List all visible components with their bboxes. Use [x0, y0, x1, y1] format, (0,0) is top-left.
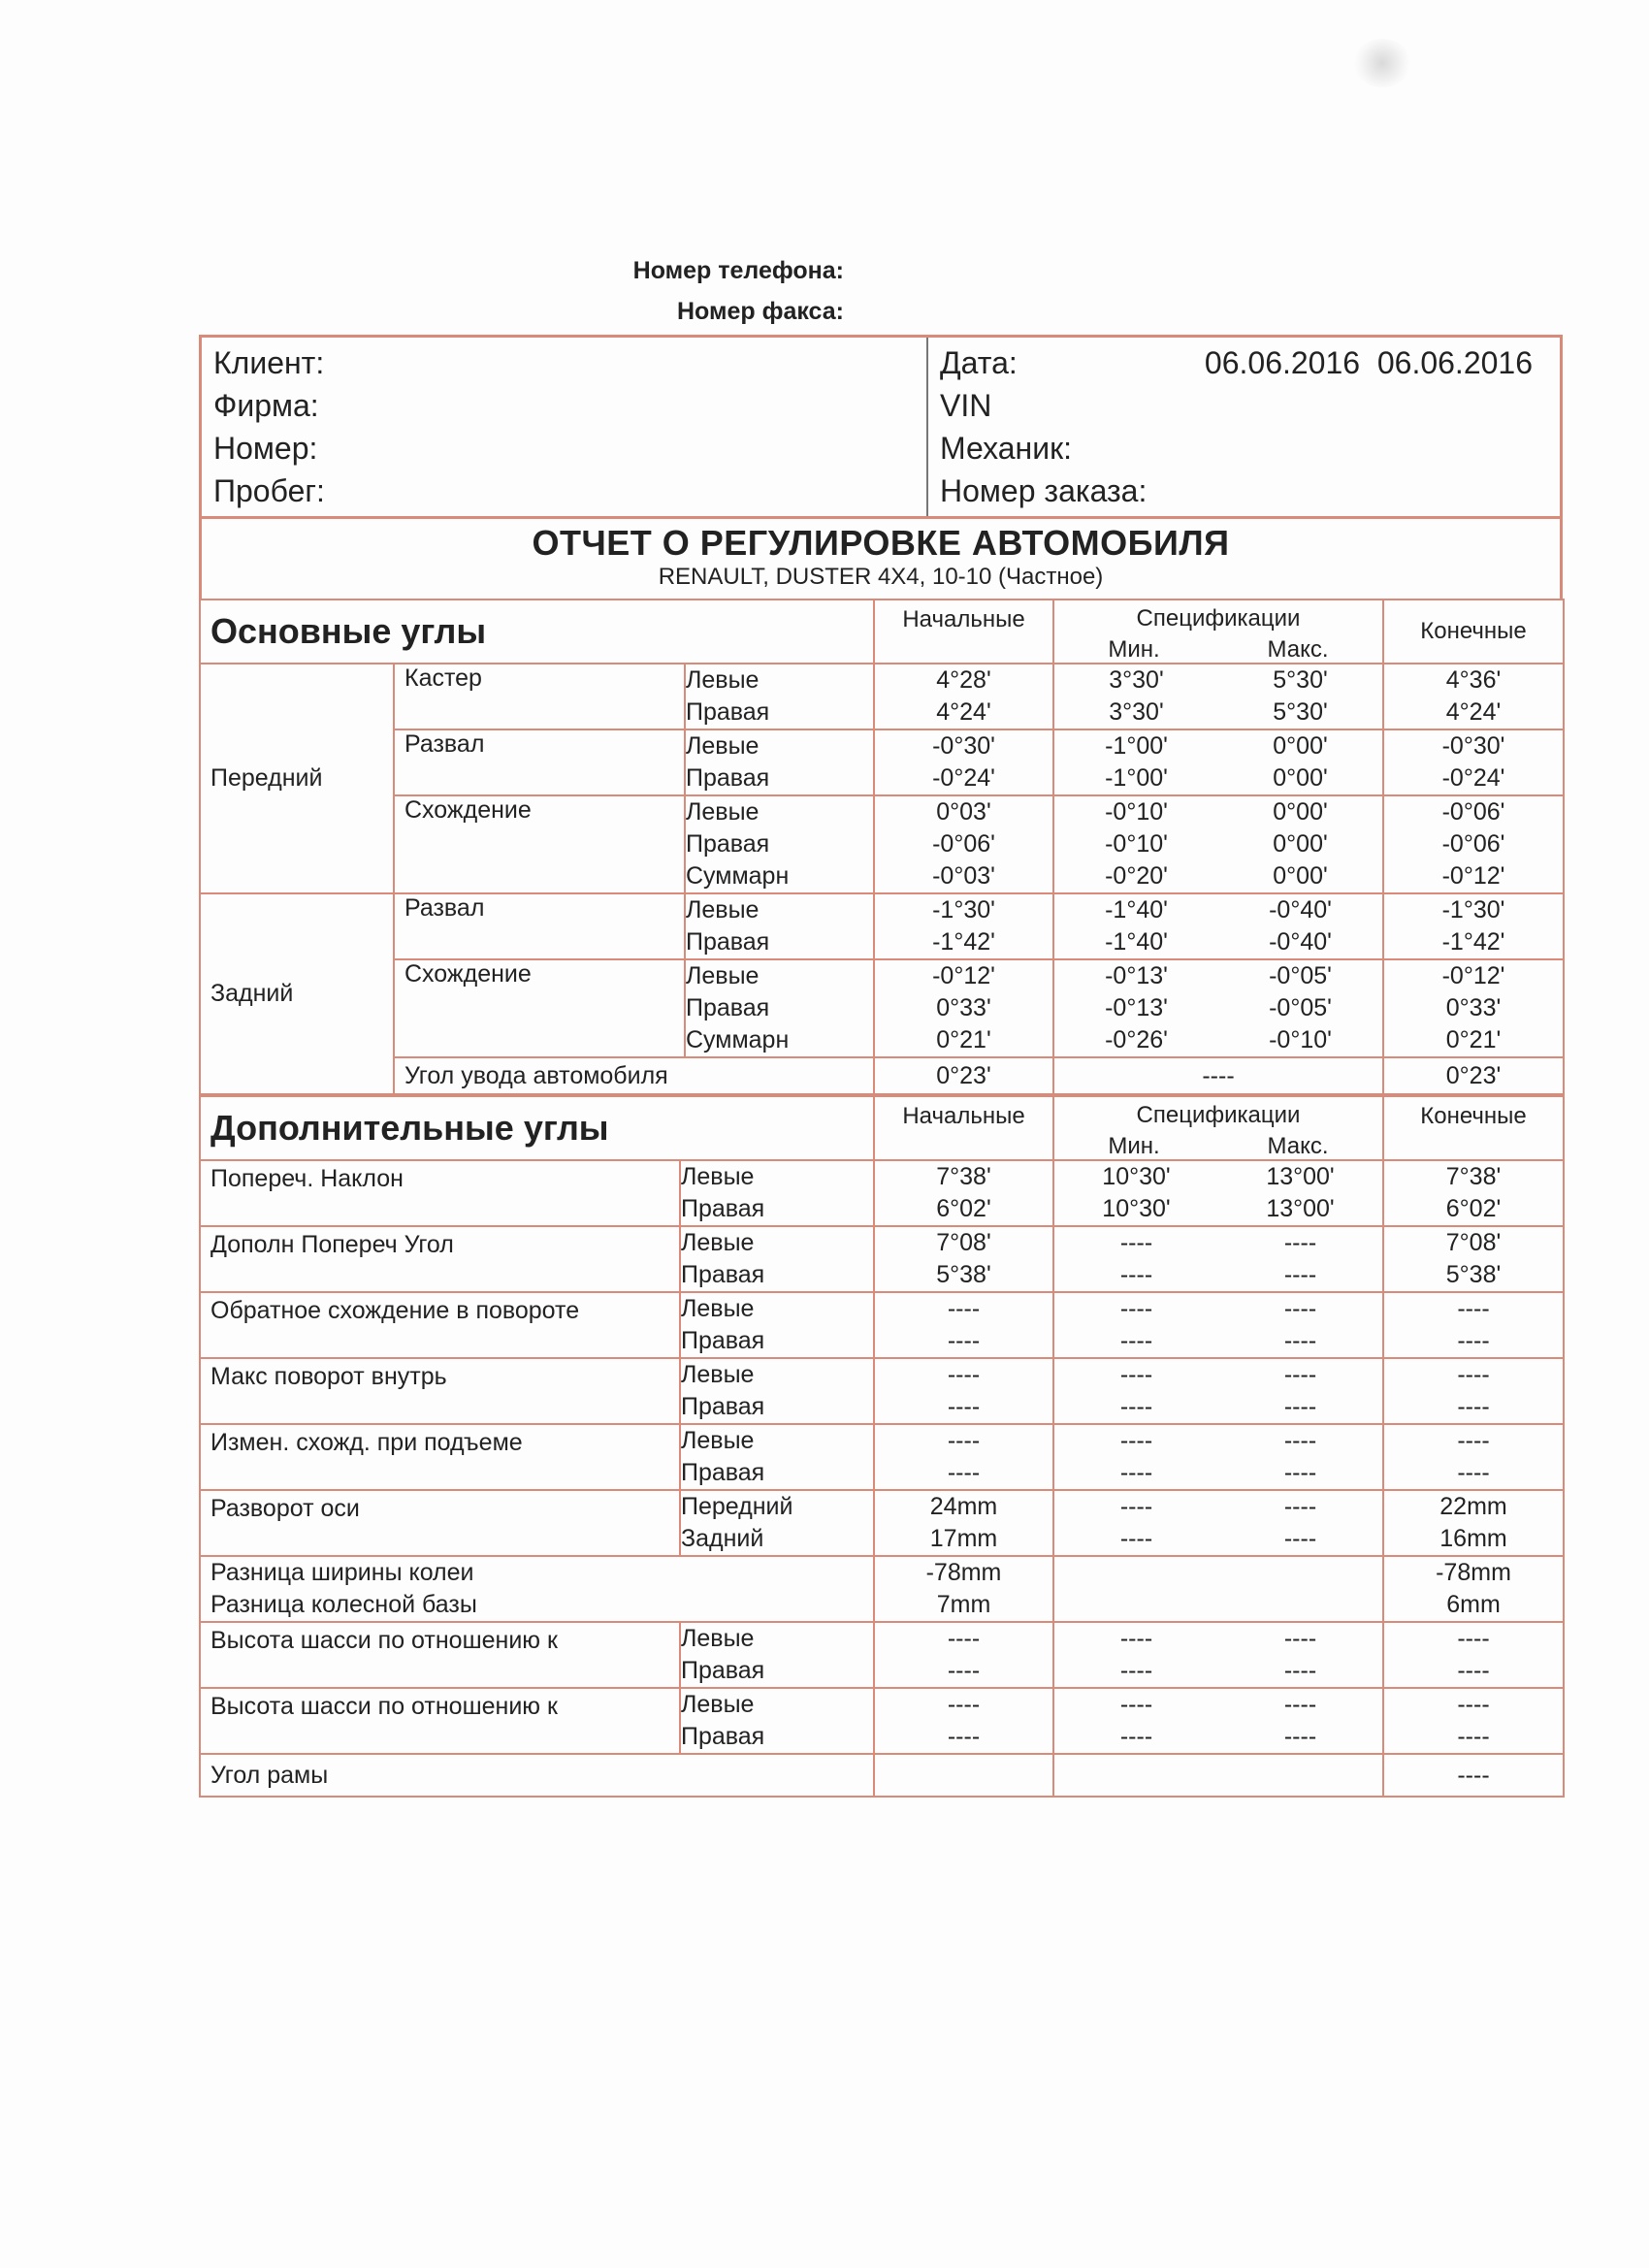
alignment-report: [199, 335, 1563, 1798]
value-cell: ----: [1119, 1691, 1153, 1718]
phone-label: Номер телефона:: [632, 257, 844, 284]
side-label: Левые: [681, 1163, 755, 1190]
thrust-label: Угол увода автомобиля: [394, 1057, 874, 1094]
value-cell: -78mm: [1436, 1559, 1511, 1586]
side-label: Левые: [686, 962, 760, 989]
min-header: Мин.: [1108, 1133, 1160, 1159]
value-cell: ----: [947, 1459, 981, 1486]
date-value-2: 06.06.2016: [1376, 345, 1533, 380]
value-cell: -0°12': [1441, 862, 1505, 890]
max-header: Макс.: [1267, 636, 1329, 663]
value-cell: ----: [1053, 1057, 1383, 1094]
value-cell: 0°03': [936, 798, 991, 826]
front-camber-label: Развал: [394, 729, 685, 795]
final-header: Конечные: [1383, 1096, 1564, 1160]
value-cell: ----: [1457, 1327, 1490, 1354]
value-cell: ----: [1457, 1625, 1490, 1652]
row-label: Макс поворот внутрь: [200, 1358, 680, 1424]
value-cell: ----: [1457, 1691, 1490, 1718]
value-cell: ----: [1119, 1493, 1153, 1520]
value-cell: 22mm: [1439, 1493, 1507, 1520]
value-cell: -0°40': [1269, 928, 1332, 956]
value-cell: ----: [947, 1361, 981, 1388]
table-row-rear-toe: [200, 959, 1564, 1057]
value-cell: 6°02': [1445, 1195, 1502, 1222]
value-cell: ----: [1457, 1657, 1490, 1684]
value-cell: ----: [1119, 1229, 1153, 1256]
value-cell: 17mm: [929, 1525, 998, 1552]
side-label: Левые: [681, 1295, 755, 1322]
value-cell: ----: [1119, 1327, 1153, 1354]
table-row-rear-camber: [200, 893, 1564, 959]
report-subtitle: RENAULT, DUSTER 4X4, 10-10 (Частное): [658, 564, 1104, 590]
row-label: Угол рамы: [200, 1754, 874, 1797]
side-label: Левые: [681, 1691, 755, 1718]
value-cell: -0°24': [1441, 764, 1505, 792]
value-cell: -0°10': [1105, 798, 1168, 826]
value-cell: ----: [1283, 1229, 1317, 1256]
value-cell: 0°21': [936, 1026, 991, 1053]
value-cell: -0°12': [1441, 962, 1505, 989]
value-cell: ----: [1457, 1361, 1490, 1388]
value-cell: ----: [1119, 1459, 1153, 1486]
value-cell: 4°24': [1445, 698, 1502, 726]
report-title-block: [199, 516, 1563, 599]
side-label: Суммарн: [686, 862, 790, 890]
side-label: Правая: [681, 1723, 765, 1750]
row-label: Дополн Попереч Угол: [200, 1226, 680, 1292]
table-row-caster: [200, 664, 1564, 729]
value-cell: 4°28': [936, 666, 991, 694]
value-cell: 5°30': [1273, 698, 1328, 726]
value-cell: -0°24': [932, 764, 995, 792]
value-cell: -0°30': [932, 732, 995, 760]
initial-header: Начальные: [874, 599, 1053, 664]
value-cell: 7°38': [1445, 1163, 1502, 1190]
value-cell: 3°30': [1109, 666, 1164, 694]
value-cell: 7mm: [936, 1591, 991, 1618]
client-label: Клиент:: [213, 345, 325, 380]
value-cell: ----: [1457, 1295, 1490, 1322]
mechanic-label: Механик:: [940, 431, 1072, 466]
value-cell: 0°00': [1273, 764, 1328, 792]
value-cell: ----: [1283, 1261, 1317, 1288]
side-label: Левые: [681, 1229, 755, 1256]
value-cell: -0°06': [1441, 830, 1505, 858]
value-cell: -1°42': [932, 928, 995, 956]
value-cell: -0°05': [1269, 994, 1332, 1021]
value-cell: -1°00': [1105, 764, 1168, 792]
row-label: Высота шасси по отношению к: [200, 1622, 680, 1688]
front-axle-label: Передний: [200, 664, 394, 893]
table-row: [200, 1688, 1564, 1754]
row-label: Измен. схожд. при подъеме: [200, 1424, 680, 1490]
date-label: Дата:: [940, 345, 1018, 380]
initial-header: Начальные: [874, 1096, 1053, 1160]
value-cell: ----: [1119, 1295, 1153, 1322]
table-row-front-camber: [200, 729, 1564, 795]
value-cell: ----: [947, 1295, 981, 1322]
value-cell: -1°42': [1441, 928, 1505, 956]
value-cell: 10°30': [1102, 1163, 1171, 1190]
order-label: Номер заказа:: [940, 473, 1148, 508]
value-cell: 13°00': [1266, 1163, 1335, 1190]
value-cell: ----: [1119, 1625, 1153, 1652]
value-cell: ----: [1283, 1691, 1317, 1718]
value-cell: ----: [1457, 1459, 1490, 1486]
info-block: [199, 335, 1563, 516]
table-row: [200, 1160, 1564, 1226]
side-label: Правая: [686, 830, 770, 858]
value-cell: -0°03': [932, 862, 995, 890]
side-label: Правая: [686, 928, 770, 956]
side-label: Левые: [686, 666, 760, 694]
date-value-1: 06.06.2016: [1204, 345, 1361, 380]
value-cell: -0°10': [1105, 830, 1168, 858]
value-cell: 0°23': [1383, 1057, 1564, 1094]
row-label: Разница ширины колеи: [210, 1559, 474, 1586]
final-header: Конечные: [1383, 599, 1564, 664]
table-row: [200, 1358, 1564, 1424]
value-cell: ----: [1283, 1625, 1317, 1652]
row-label: Разворот оси: [200, 1490, 680, 1556]
value-cell: 7°08': [1445, 1229, 1502, 1256]
value-cell: 24mm: [929, 1493, 998, 1520]
value-cell: -0°06': [932, 830, 995, 858]
extra-angles-table: [199, 1095, 1565, 1798]
spec-header: Спецификации: [1136, 1102, 1301, 1128]
front-toe-label: Схождение: [394, 795, 685, 893]
side-label: Левые: [686, 896, 760, 923]
table-row-front-toe: [200, 795, 1564, 893]
value-cell: ----: [1283, 1657, 1317, 1684]
side-label: Правая: [681, 1261, 765, 1288]
side-label: Правая: [686, 764, 770, 792]
value-cell: ----: [1119, 1261, 1153, 1288]
value-cell: ----: [1457, 1427, 1490, 1454]
value-cell: -0°30': [1441, 732, 1505, 760]
side-label: Суммарн: [686, 1026, 790, 1053]
value-cell: -1°40': [1105, 928, 1168, 956]
mileage-label: Пробег:: [213, 473, 325, 508]
value-cell: -0°26': [1105, 1026, 1168, 1053]
value-cell: 0°00': [1273, 830, 1328, 858]
table-row-track: [200, 1556, 1564, 1622]
fax-label: Номер факса:: [676, 298, 844, 325]
value-cell: ----: [947, 1691, 981, 1718]
value-cell: 0°21': [1445, 1026, 1502, 1053]
value-cell: 10°30': [1102, 1195, 1171, 1222]
value-cell: ----: [947, 1625, 981, 1652]
value-cell: -0°13': [1105, 994, 1168, 1021]
value-cell: ----: [1283, 1393, 1317, 1420]
rear-toe-label: Схождение: [394, 959, 685, 1057]
table-row: [200, 1490, 1564, 1556]
report-title: ОТЧЕТ О РЕГУЛИРОВКЕ АВТОМОБИЛЯ: [532, 523, 1230, 563]
number-label: Номер:: [213, 431, 318, 466]
row-label: Обратное схождение в повороте: [200, 1292, 680, 1358]
row-label: Разница колесной базы: [210, 1591, 477, 1618]
side-label: Левые: [681, 1625, 755, 1652]
vin-label: VIN: [940, 388, 992, 423]
value-cell: ----: [1119, 1657, 1153, 1684]
min-header: Мин.: [1108, 636, 1160, 663]
value-cell: 6mm: [1446, 1591, 1501, 1618]
value-cell: ----: [947, 1427, 981, 1454]
side-label: Передний: [681, 1493, 793, 1520]
value-cell: 6°02': [936, 1195, 991, 1222]
value-cell: -0°05': [1269, 962, 1332, 989]
extra-section-title: Дополнительные углы: [200, 1096, 874, 1160]
value-cell: ----: [1383, 1754, 1564, 1797]
scan-smudge: [1353, 39, 1411, 87]
table-row: [200, 1292, 1564, 1358]
value-cell: -78mm: [925, 1559, 1002, 1586]
table-row-thrust: [200, 1057, 1564, 1094]
value-cell: -0°10': [1269, 1026, 1332, 1053]
side-label: Правая: [681, 1327, 765, 1354]
value-cell: ----: [1283, 1525, 1317, 1552]
value-cell: -0°06': [1441, 798, 1505, 826]
side-label: Правая: [681, 1195, 765, 1222]
row-label: Высота шасси по отношению к: [200, 1688, 680, 1754]
max-header: Макс.: [1267, 1133, 1329, 1159]
value-cell: -0°13': [1105, 962, 1168, 989]
side-label: Правая: [686, 698, 770, 726]
value-cell: ----: [1283, 1361, 1317, 1388]
value-cell: ----: [1283, 1427, 1317, 1454]
value-cell: ----: [1119, 1427, 1153, 1454]
side-label: Правая: [681, 1393, 765, 1420]
value-cell: ----: [1283, 1295, 1317, 1322]
value-cell: ----: [947, 1327, 981, 1354]
value-cell: ----: [1457, 1393, 1490, 1420]
firm-label: Фирма:: [213, 388, 319, 423]
value-cell: -1°40': [1105, 896, 1168, 923]
table-row: [200, 1424, 1564, 1490]
value-cell: 0°00': [1273, 798, 1328, 826]
value-cell: ----: [1119, 1393, 1153, 1420]
value-cell: 13°00': [1266, 1195, 1335, 1222]
value-cell: ----: [1283, 1723, 1317, 1750]
side-label: Правая: [681, 1459, 765, 1486]
value-cell: 5°38': [1445, 1261, 1502, 1288]
value-cell: 5°30': [1273, 666, 1328, 694]
value-cell: ----: [1119, 1723, 1153, 1750]
value-cell: ----: [1457, 1723, 1490, 1750]
value-cell: -0°12': [932, 962, 995, 989]
value-cell: -0°40': [1269, 896, 1332, 923]
value-cell: 4°36': [1445, 666, 1502, 694]
value-cell: ----: [1119, 1361, 1153, 1388]
value-cell: 16mm: [1439, 1525, 1507, 1552]
rear-axle-label: Задний: [200, 893, 394, 1094]
row-label: Попереч. Наклон: [200, 1160, 680, 1226]
main-section-title: Основные углы: [200, 599, 874, 664]
table-row: [200, 1226, 1564, 1292]
value-cell: ----: [1283, 1493, 1317, 1520]
main-angles-table: [199, 599, 1565, 1095]
side-label: Левые: [681, 1427, 755, 1454]
value-cell: ----: [1119, 1525, 1153, 1552]
side-label: Левые: [686, 798, 760, 826]
value-cell: 3°30': [1109, 698, 1164, 726]
value-cell: 0°23': [874, 1057, 1053, 1094]
side-label: Левые: [686, 732, 760, 760]
value-cell: -1°30': [932, 896, 995, 923]
value-cell: 7°38': [936, 1163, 991, 1190]
value-cell: 0°33': [936, 994, 991, 1021]
side-label: Задний: [681, 1525, 764, 1552]
spec-header: Спецификации: [1136, 605, 1301, 632]
value-cell: 0°33': [1445, 994, 1502, 1021]
value-cell: 0°00': [1273, 862, 1328, 890]
value-cell: 4°24': [936, 698, 991, 726]
value-cell: ----: [1283, 1327, 1317, 1354]
value-cell: -0°20': [1105, 862, 1168, 890]
caster-label: Кастер: [394, 664, 685, 729]
value-cell: ----: [947, 1723, 981, 1750]
side-label: Правая: [681, 1657, 765, 1684]
value-cell: -1°30': [1441, 896, 1505, 923]
value-cell: ----: [947, 1657, 981, 1684]
table-row-frame: [200, 1754, 1564, 1797]
value-cell: ----: [1283, 1459, 1317, 1486]
value-cell: -1°00': [1105, 732, 1168, 760]
table-row: [200, 1622, 1564, 1688]
value-cell: 5°38': [936, 1261, 991, 1288]
rear-camber-label: Развал: [394, 893, 685, 959]
value-cell: 7°08': [936, 1229, 991, 1256]
side-label: Правая: [686, 994, 770, 1021]
side-label: Левые: [681, 1361, 755, 1388]
value-cell: ----: [947, 1393, 981, 1420]
value-cell: 0°00': [1273, 732, 1328, 760]
